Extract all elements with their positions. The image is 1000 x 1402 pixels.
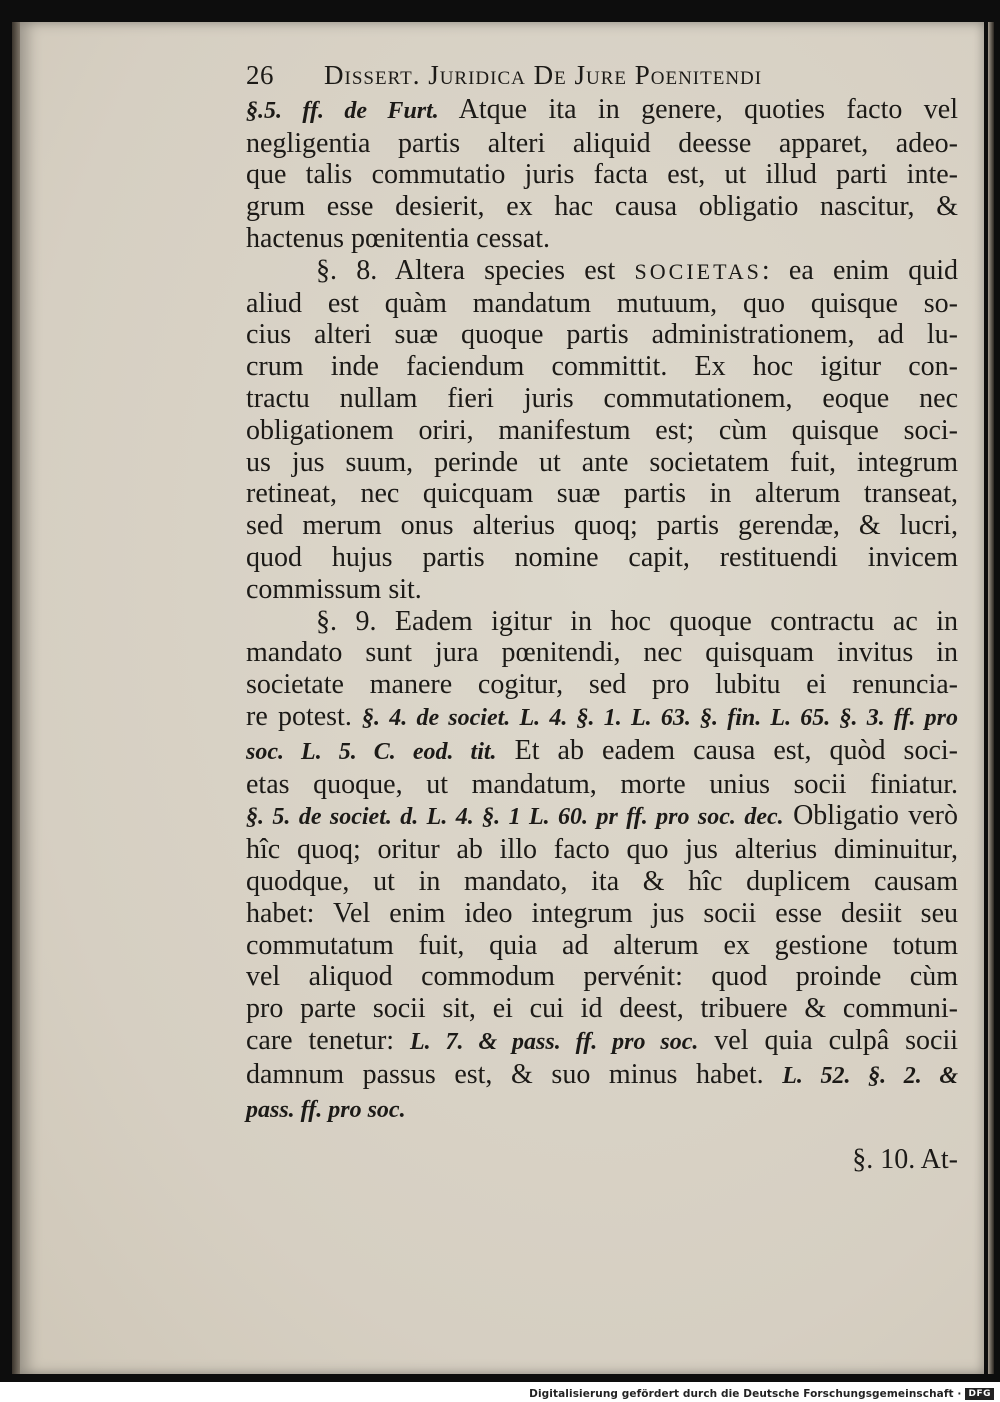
legal-citation: L. 7. & pass. ff. pro soc.	[409, 1028, 699, 1055]
text-line: mandato sunt jura pœnitendi, nec quisquam invitus in	[246, 637, 958, 669]
legal-citation: §. 4. de societ. L. 4. §. 1. L. 63. §. fin. L. 65. §. 3. ff. pro	[362, 704, 958, 731]
legal-citation: §. 5. de societ. d. L. 4. §. 1 L. 60. pr ff. pro soc. dec.	[246, 804, 784, 831]
page-text	[246, 60, 958, 1176]
text-line: hactenus pœnitentia cessat.	[246, 222, 551, 254]
text-line: hîc quoq; oritur ab illo facto quo jus alterius diminuitur,	[246, 834, 958, 866]
text-line: que talis commutatio juris facta est, ut illud parti inte-	[246, 159, 958, 191]
text-line: re potest. §. 4. de societ. L. 4. §. 1. L. 63. §. fin. L. 65. §. 3. ff. pro	[246, 700, 958, 732]
text-line: obligationem oriri, manifestum est; cùm quisque soci-	[246, 414, 958, 446]
text-line: pro parte socii sit, ei cui id deest, tribuere & communi-	[246, 993, 958, 1025]
legal-citation: pass. ff. pro soc.	[246, 1096, 406, 1123]
legal-citation: §.5. ff. de Furt.	[246, 97, 439, 124]
legal-citation: L. 52. §. 2. &	[782, 1062, 958, 1089]
paragraph-start: §. 8. Altera species est SOCIETAS: ea enim quid	[316, 254, 958, 286]
text-line	[246, 1093, 958, 1127]
text-line: cius alteri suæ quoque partis administrationem, ad lu-	[246, 319, 958, 351]
funding-credit: Digitalisierung gefördert durch die Deutsche Forschungsgemeinschaft ·	[529, 1387, 962, 1400]
text-line: sed merum onus alterius quoq; partis gerendæ, & lucri,	[246, 510, 958, 542]
text-line: habet: Vel enim ideo integrum jus socii esse desiit seu	[246, 897, 958, 929]
text-line: vel aliquod commodum pervénit: quod proinde cùm	[246, 961, 958, 993]
digitization-footer	[0, 1385, 1000, 1402]
text-line: us jus suum, perinde ut ante societatem fuit, integrum	[246, 446, 958, 478]
text-line: crum inde faciendum committit. Ex hoc igitur con-	[246, 351, 958, 383]
text-line: aliud est quàm mandatum mutuum, quo quisque so-	[246, 287, 958, 319]
text-line: retineat, nec quicquam suæ partis in alterum transeat,	[246, 478, 958, 510]
text-line: societate manere cogitur, sed pro lubitu ei renuncia-	[246, 669, 958, 701]
text-line: negligentia partis alteri aliquid deesse apparet, adeo-	[246, 127, 958, 159]
page-edge-right	[988, 22, 994, 1374]
text-line: commissum sit.	[246, 573, 422, 605]
text-line: tractu nullam fieri juris commutationem, eoque nec	[246, 382, 958, 414]
text-line: soc. L. 5. C. eod. tit. Et ab eadem causa est, quòd soci-	[246, 734, 958, 766]
page-number: 26	[246, 60, 274, 90]
paragraph-start: §. 9. Eadem igitur in hoc quoque contractu ac in	[316, 605, 958, 637]
running-head: Dissert. Juridica De Jure Poenitendi	[324, 60, 763, 90]
text-line: damnum passus est, & suo minus habet. L. 52. §. 2. &	[246, 1058, 958, 1090]
text-line: quodque, ut in mandato, ita & hîc duplicem causam	[246, 865, 958, 897]
text-line: quod hujus partis nomine capit, restituendi invicem	[246, 541, 958, 573]
catchword: §. 10. At-	[852, 1144, 958, 1176]
text-line: etas quoque, ut mandatum, morte unius socii finiatur.	[246, 768, 958, 800]
legal-citation: soc. L. 5. C. eod. tit.	[246, 738, 497, 765]
page-header	[246, 60, 958, 92]
text-line: care tenetur: L. 7. & pass. ff. pro soc. vel quia culpâ socii	[246, 1024, 959, 1056]
text-line: §.5. ff. de Furt. Atque ita in genere, quoties facto vel	[246, 93, 958, 125]
small-caps-term: SOCIETAS	[634, 258, 762, 284]
text-line: grum esse desierit, ex hac causa obligatio nascitur, &	[246, 191, 958, 223]
dfg-logo: DFG	[965, 1388, 994, 1400]
text-line: §. 5. de societ. d. L. 4. §. 1 L. 60. pr ff. pro soc. dec. Obligatio verò	[246, 800, 958, 832]
text-line: commutatum fuit, quia ad alterum ex gestione totum	[246, 929, 958, 961]
